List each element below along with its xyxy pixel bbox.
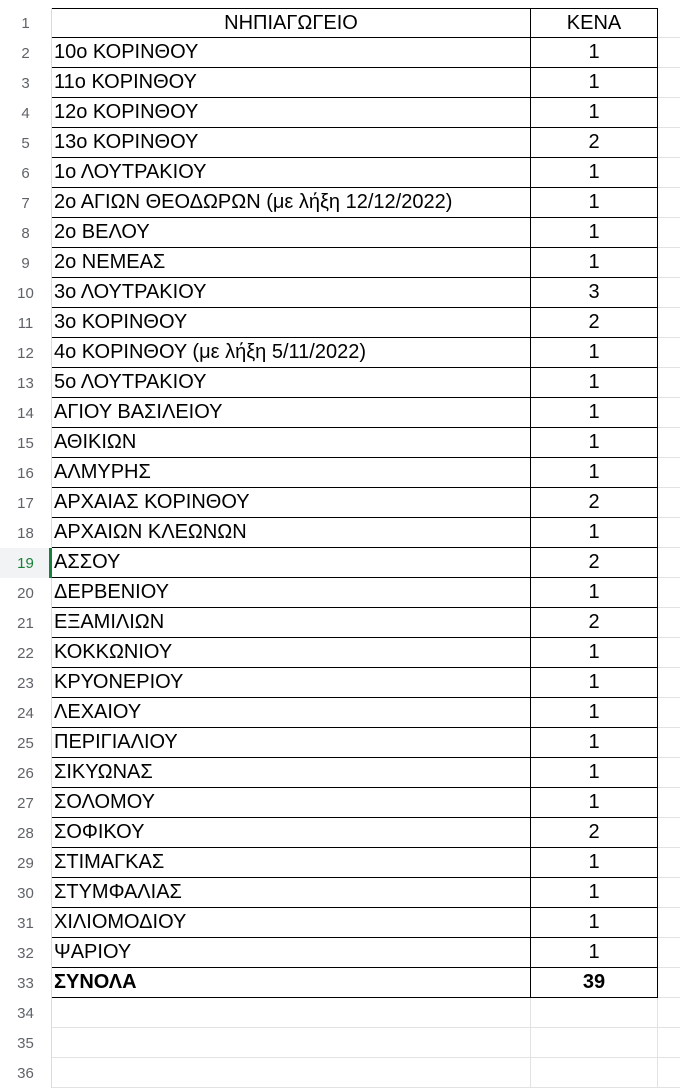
- row-number[interactable]: 36: [0, 1058, 52, 1088]
- row-number[interactable]: 22: [0, 638, 52, 668]
- vacancies-cell[interactable]: 1: [531, 338, 658, 368]
- vacancies-cell[interactable]: 1: [531, 518, 658, 548]
- vacancies-cell[interactable]: 1: [531, 638, 658, 668]
- empty-cell[interactable]: [658, 728, 680, 758]
- school-name-cell[interactable]: ΑΓΙΟΥ ΒΑΣΙΛΕΙΟΥ: [52, 398, 531, 428]
- table-row[interactable]: [0, 698, 680, 728]
- table-row[interactable]: [0, 518, 680, 548]
- row-number[interactable]: 30: [0, 878, 52, 908]
- school-name-cell[interactable]: ΛΕΧΑΙΟΥ: [52, 698, 531, 728]
- school-name-cell[interactable]: ΧΙΛΙΟΜΟΔΙΟΥ: [52, 908, 531, 938]
- school-name-cell[interactable]: ΑΣΣΟΥ: [52, 548, 531, 578]
- empty-cell[interactable]: [658, 458, 680, 488]
- table-row[interactable]: [0, 68, 680, 98]
- table-row[interactable]: [0, 488, 680, 518]
- column-b-header-cell[interactable]: ΚΕΝΑ: [531, 8, 658, 38]
- table-row[interactable]: [0, 548, 680, 578]
- empty-row[interactable]: [0, 998, 680, 1028]
- empty-cell[interactable]: [658, 518, 680, 548]
- school-name-cell[interactable]: ΕΞΑΜΙΛΙΩΝ: [52, 608, 531, 638]
- row-number[interactable]: 23: [0, 668, 52, 698]
- total-value-cell[interactable]: 39: [531, 968, 658, 998]
- school-name-cell[interactable]: 11ο ΚΟΡΙΝΘΟΥ: [52, 68, 531, 98]
- school-name-cell[interactable]: ΑΘΙΚΙΩΝ: [52, 428, 531, 458]
- empty-cell[interactable]: [658, 878, 680, 908]
- table-row[interactable]: [0, 188, 680, 218]
- school-name-cell[interactable]: [52, 1058, 531, 1088]
- empty-cell[interactable]: [658, 248, 680, 278]
- vacancies-cell[interactable]: 1: [531, 188, 658, 218]
- row-number[interactable]: 16: [0, 458, 52, 488]
- vacancies-cell[interactable]: 2: [531, 308, 658, 338]
- row-number[interactable]: 24: [0, 698, 52, 728]
- school-name-cell[interactable]: ΣΟΛΟΜΟΥ: [52, 788, 531, 818]
- vacancies-cell[interactable]: 1: [531, 728, 658, 758]
- vacancies-cell[interactable]: 1: [531, 698, 658, 728]
- vacancies-cell[interactable]: 1: [531, 158, 658, 188]
- empty-cell[interactable]: [658, 638, 680, 668]
- school-name-cell[interactable]: 4ο ΚΟΡΙΝΘΟΥ (με λήξη 5/11/2022): [52, 338, 531, 368]
- table-row[interactable]: [0, 308, 680, 338]
- vacancies-cell[interactable]: 1: [531, 248, 658, 278]
- total-label-cell[interactable]: ΣΥΝΟΛΑ: [52, 968, 531, 998]
- vacancies-cell[interactable]: 2: [531, 548, 658, 578]
- school-name-cell[interactable]: [52, 1028, 531, 1058]
- spreadsheet-grid: [0, 8, 680, 1088]
- vacancies-cell[interactable]: 1: [531, 218, 658, 248]
- school-name-cell[interactable]: 2ο ΒΕΛΟΥ: [52, 218, 531, 248]
- vacancies-cell[interactable]: 1: [531, 38, 658, 68]
- school-name-cell[interactable]: 3ο ΛΟΥΤΡΑΚΙΟΥ: [52, 278, 531, 308]
- empty-cell[interactable]: [658, 608, 680, 638]
- total-row[interactable]: [0, 968, 680, 998]
- school-name-cell[interactable]: ΣΤΥΜΦΑΛΙΑΣ: [52, 878, 531, 908]
- table-row[interactable]: [0, 848, 680, 878]
- row-number[interactable]: 29: [0, 848, 52, 878]
- school-name-cell[interactable]: ΠΕΡΙΓΙΑΛΙΟΥ: [52, 728, 531, 758]
- row-number[interactable]: 7: [0, 188, 52, 218]
- row-number[interactable]: 35: [0, 1028, 52, 1058]
- empty-cell[interactable]: [658, 938, 680, 968]
- empty-cell[interactable]: [658, 188, 680, 218]
- empty-cell[interactable]: [658, 488, 680, 518]
- vacancies-cell[interactable]: 1: [531, 848, 658, 878]
- row-number[interactable]: 26: [0, 758, 52, 788]
- school-name-cell[interactable]: 2ο ΝΕΜΕΑΣ: [52, 248, 531, 278]
- school-name-cell[interactable]: ΚΟΚΚΩΝΙΟΥ: [52, 638, 531, 668]
- empty-cell[interactable]: [658, 128, 680, 158]
- empty-row[interactable]: [0, 1028, 680, 1058]
- school-name-cell[interactable]: ΑΡΧΑΙΩΝ ΚΛΕΩΝΩΝ: [52, 518, 531, 548]
- table-row[interactable]: [0, 158, 680, 188]
- table-row[interactable]: [0, 428, 680, 458]
- vacancies-cell[interactable]: 2: [531, 818, 658, 848]
- empty-cell[interactable]: [658, 848, 680, 878]
- empty-cell[interactable]: [658, 278, 680, 308]
- table-row[interactable]: [0, 788, 680, 818]
- row-number[interactable]: 15: [0, 428, 52, 458]
- row-number[interactable]: 9: [0, 248, 52, 278]
- school-name-cell[interactable]: ΣΤΙΜΑΓΚΑΣ: [52, 848, 531, 878]
- school-name-cell[interactable]: 10ο ΚΟΡΙΝΘΟΥ: [52, 38, 531, 68]
- empty-cell[interactable]: [658, 398, 680, 428]
- row-number[interactable]: 31: [0, 908, 52, 938]
- empty-cell[interactable]: [658, 8, 680, 38]
- vacancies-cell[interactable]: 1: [531, 908, 658, 938]
- table-row[interactable]: [0, 908, 680, 938]
- row-number[interactable]: 34: [0, 998, 52, 1028]
- row-number[interactable]: 11: [0, 308, 52, 338]
- vacancies-cell[interactable]: 2: [531, 488, 658, 518]
- row-number[interactable]: 6: [0, 158, 52, 188]
- table-row[interactable]: [0, 758, 680, 788]
- school-name-cell[interactable]: 12ο ΚΟΡΙΝΘΟΥ: [52, 98, 531, 128]
- table-row[interactable]: [0, 398, 680, 428]
- row-number[interactable]: 2: [0, 38, 52, 68]
- table-row[interactable]: [0, 878, 680, 908]
- school-name-cell[interactable]: 2ο ΑΓΙΩΝ ΘΕΟΔΩΡΩΝ (με λήξη 12/12/2022): [52, 188, 531, 218]
- empty-cell[interactable]: [658, 158, 680, 188]
- row-number[interactable]: 33: [0, 968, 52, 998]
- vacancies-cell[interactable]: 1: [531, 398, 658, 428]
- vacancies-cell[interactable]: 3: [531, 278, 658, 308]
- school-name-cell[interactable]: ΣΟΦΙΚΟΥ: [52, 818, 531, 848]
- row-number[interactable]: 12: [0, 338, 52, 368]
- row-number[interactable]: 17: [0, 488, 52, 518]
- vacancies-cell[interactable]: 1: [531, 758, 658, 788]
- table-row[interactable]: [0, 338, 680, 368]
- empty-cell[interactable]: [658, 968, 680, 998]
- table-row[interactable]: [0, 98, 680, 128]
- empty-cell[interactable]: [658, 1028, 680, 1058]
- row-number[interactable]: 4: [0, 98, 52, 128]
- school-name-cell[interactable]: 3ο ΚΟΡΙΝΘΟΥ: [52, 308, 531, 338]
- vacancies-cell[interactable]: 2: [531, 608, 658, 638]
- header-row[interactable]: [0, 8, 680, 38]
- vacancies-cell[interactable]: [531, 1058, 658, 1088]
- school-name-cell[interactable]: ΔΕΡΒΕΝΙΟΥ: [52, 578, 531, 608]
- empty-cell[interactable]: [658, 758, 680, 788]
- row-number[interactable]: 10: [0, 278, 52, 308]
- row-number[interactable]: 25: [0, 728, 52, 758]
- empty-cell[interactable]: [658, 668, 680, 698]
- vacancies-cell[interactable]: 1: [531, 458, 658, 488]
- vacancies-cell[interactable]: 1: [531, 428, 658, 458]
- empty-cell[interactable]: [658, 428, 680, 458]
- table-row[interactable]: [0, 818, 680, 848]
- row-number[interactable]: 21: [0, 608, 52, 638]
- empty-cell[interactable]: [658, 338, 680, 368]
- table-row[interactable]: [0, 638, 680, 668]
- vacancies-cell[interactable]: 1: [531, 788, 658, 818]
- empty-cell[interactable]: [658, 698, 680, 728]
- row-number[interactable]: 5: [0, 128, 52, 158]
- empty-cell[interactable]: [658, 908, 680, 938]
- empty-cell[interactable]: [658, 998, 680, 1028]
- row-number[interactable]: 20: [0, 578, 52, 608]
- vacancies-cell[interactable]: [531, 998, 658, 1028]
- school-name-cell[interactable]: ΣΙΚΥΩΝΑΣ: [52, 758, 531, 788]
- vacancies-cell[interactable]: 1: [531, 878, 658, 908]
- empty-cell[interactable]: [658, 38, 680, 68]
- vacancies-cell[interactable]: 1: [531, 938, 658, 968]
- table-row[interactable]: [0, 128, 680, 158]
- vacancies-cell[interactable]: 1: [531, 668, 658, 698]
- table-row[interactable]: [0, 218, 680, 248]
- empty-cell[interactable]: [658, 368, 680, 398]
- column-a-header-cell[interactable]: ΝΗΠΙΑΓΩΓΕΙΟ: [52, 8, 531, 38]
- vacancies-cell[interactable]: [531, 1028, 658, 1058]
- row-number[interactable]: 8: [0, 218, 52, 248]
- empty-cell[interactable]: [658, 578, 680, 608]
- empty-cell[interactable]: [658, 818, 680, 848]
- table-row[interactable]: [0, 368, 680, 398]
- empty-cell[interactable]: [658, 548, 680, 578]
- table-row[interactable]: [0, 668, 680, 698]
- school-name-cell[interactable]: ΑΡΧΑΙΑΣ ΚΟΡΙΝΘΟΥ: [52, 488, 531, 518]
- empty-cell[interactable]: [658, 68, 680, 98]
- vacancies-cell[interactable]: 2: [531, 128, 658, 158]
- school-name-cell[interactable]: [52, 998, 531, 1028]
- row-number[interactable]: 19: [0, 548, 52, 578]
- row-number[interactable]: 13: [0, 368, 52, 398]
- school-name-cell[interactable]: ΨΑΡΙΟΥ: [52, 938, 531, 968]
- school-name-cell[interactable]: ΑΛΜΥΡΗΣ: [52, 458, 531, 488]
- school-name-cell[interactable]: 13ο ΚΟΡΙΝΘΟΥ: [52, 128, 531, 158]
- table-row[interactable]: [0, 578, 680, 608]
- row-number[interactable]: 27: [0, 788, 52, 818]
- row-number[interactable]: 3: [0, 68, 52, 98]
- empty-cell[interactable]: [658, 98, 680, 128]
- empty-cell[interactable]: [658, 1058, 680, 1088]
- table-row[interactable]: [0, 458, 680, 488]
- vacancies-cell[interactable]: 1: [531, 68, 658, 98]
- table-row[interactable]: [0, 248, 680, 278]
- row-number[interactable]: 28: [0, 818, 52, 848]
- school-name-cell[interactable]: 5ο ΛΟΥΤΡΑΚΙΟΥ: [52, 368, 531, 398]
- school-name-cell[interactable]: ΚΡΥΟΝΕΡΙΟΥ: [52, 668, 531, 698]
- vacancies-cell[interactable]: 1: [531, 368, 658, 398]
- empty-cell[interactable]: [658, 218, 680, 248]
- vacancies-cell[interactable]: 1: [531, 98, 658, 128]
- row-number[interactable]: 14: [0, 398, 52, 428]
- row-number[interactable]: 1: [0, 8, 52, 38]
- school-name-cell[interactable]: 1ο ΛΟΥΤΡΑΚΙΟΥ: [52, 158, 531, 188]
- empty-cell[interactable]: [658, 788, 680, 818]
- table-row[interactable]: [0, 728, 680, 758]
- table-row[interactable]: [0, 938, 680, 968]
- table-row[interactable]: [0, 608, 680, 638]
- table-row[interactable]: [0, 278, 680, 308]
- empty-cell[interactable]: [658, 308, 680, 338]
- row-number[interactable]: 32: [0, 938, 52, 968]
- row-number[interactable]: 18: [0, 518, 52, 548]
- table-row[interactable]: [0, 38, 680, 68]
- vacancies-cell[interactable]: 1: [531, 578, 658, 608]
- empty-row[interactable]: [0, 1058, 680, 1088]
